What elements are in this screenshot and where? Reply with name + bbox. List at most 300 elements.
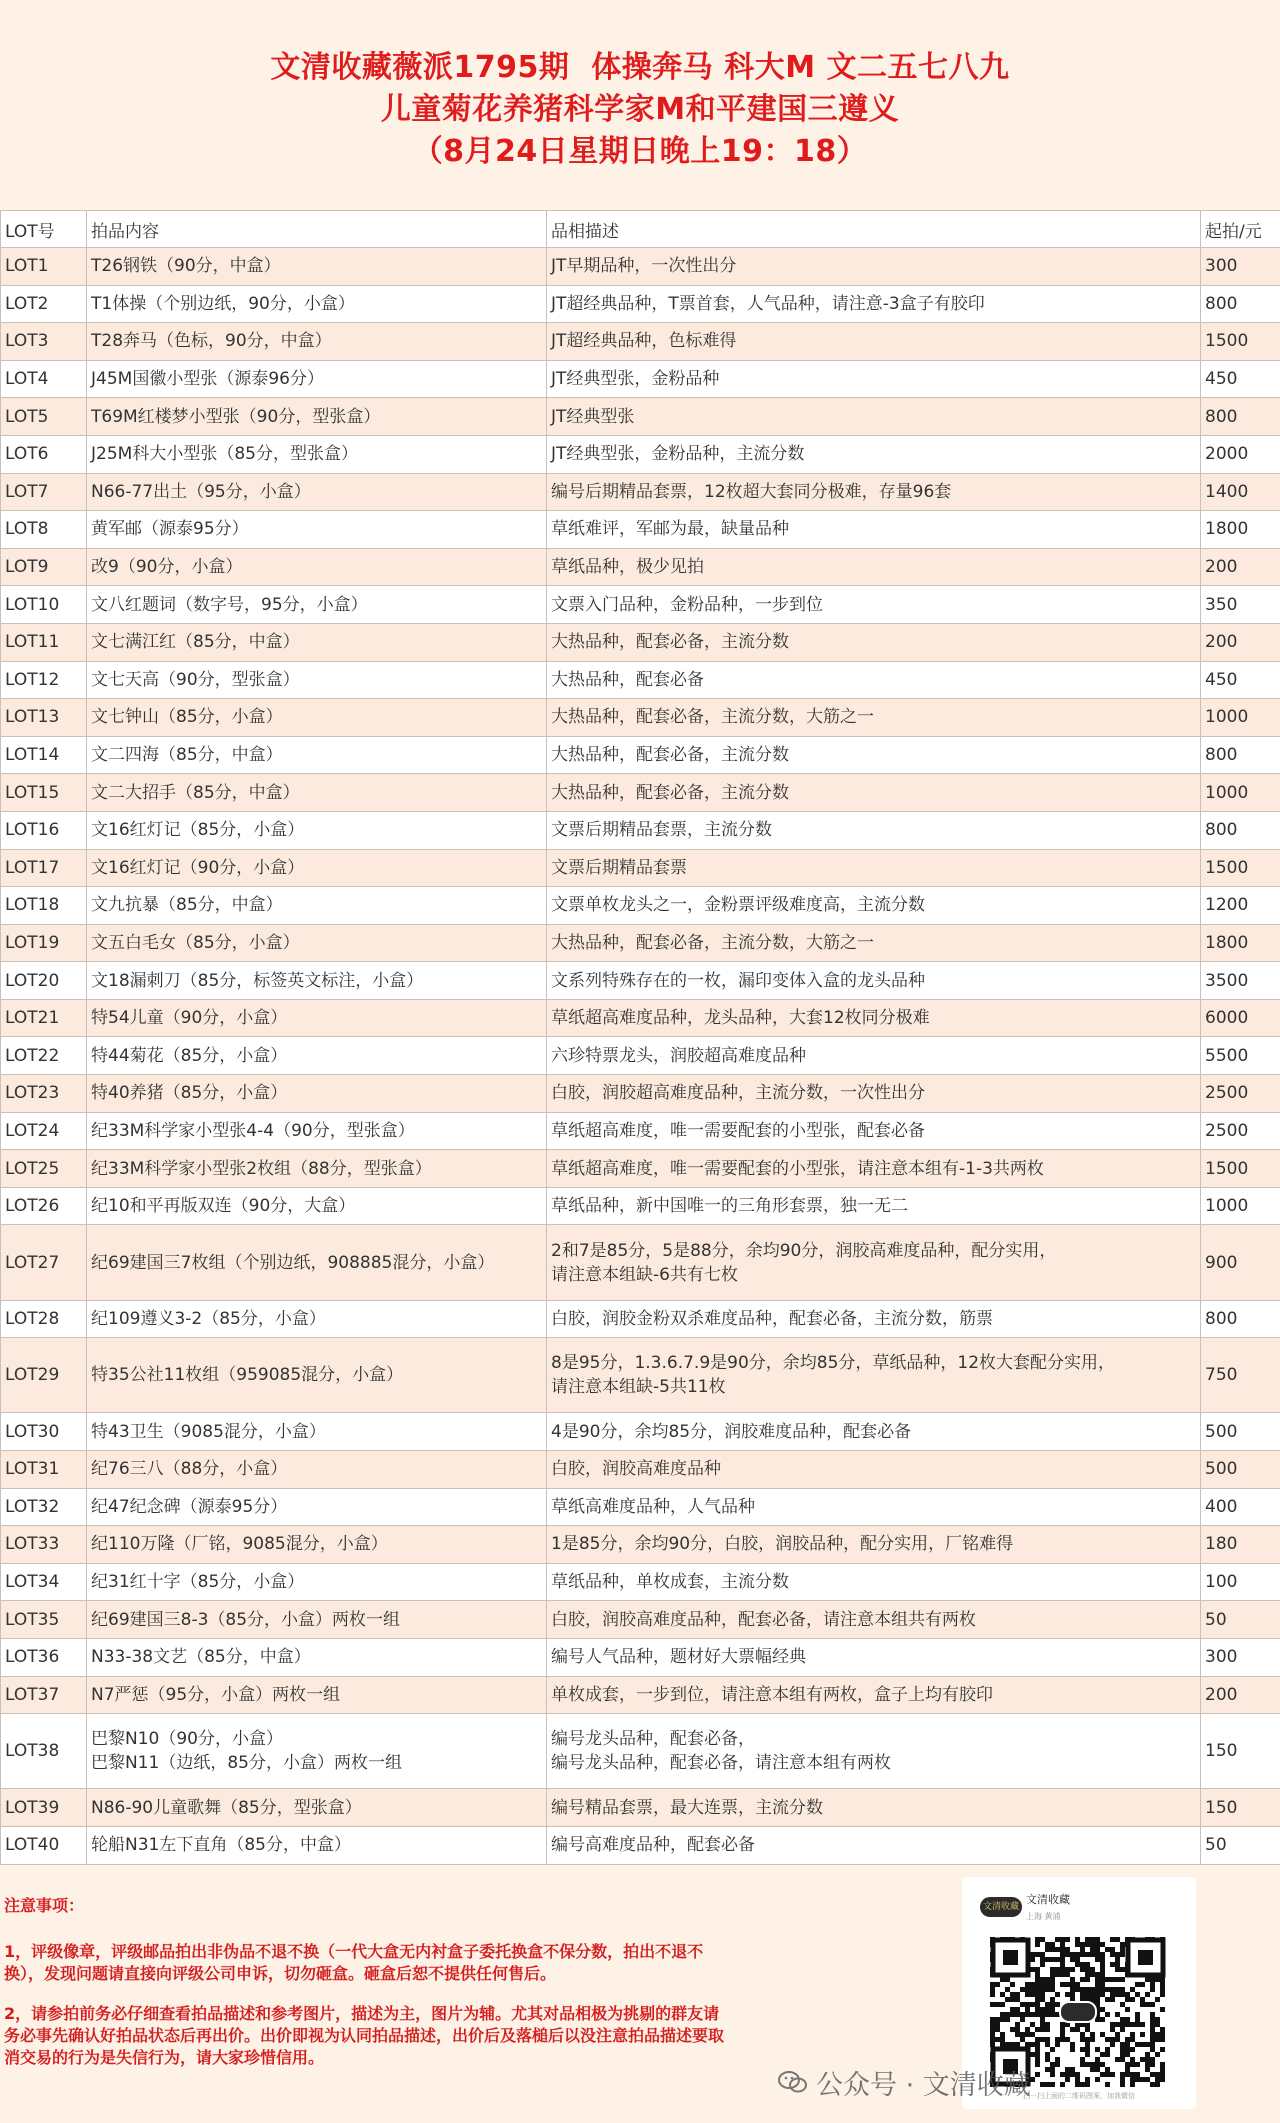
price-cell <box>1201 511 1280 549</box>
price-cell <box>1201 285 1280 323</box>
lot-number-cell <box>1 962 87 1000</box>
description-cell <box>547 1601 1201 1639</box>
item-cell-text: 纪69建国三7枚组（个别边纸，908885混分，小盒） <box>91 1253 494 1273</box>
table-row <box>1 1638 1280 1676</box>
description-cell <box>547 1676 1201 1714</box>
item-cell <box>87 473 547 511</box>
item-cell <box>87 398 547 436</box>
lot-number-cell-text: LOT36 <box>5 1647 59 1667</box>
price-cell <box>1201 1601 1280 1639</box>
table-row <box>1 999 1280 1037</box>
price-cell-text: 450 <box>1205 670 1237 690</box>
item-cell <box>87 1225 547 1300</box>
description-cell <box>547 1488 1201 1526</box>
description-cell-text: 大热品种，配套必备，主流分数，大筋之一 <box>551 933 874 953</box>
price-cell-text: 800 <box>1205 745 1237 765</box>
item-cell <box>87 699 547 737</box>
lot-number-cell-text: LOT40 <box>5 1835 59 1855</box>
lot-number-cell <box>1 1676 87 1714</box>
item-cell-text: 文18漏刺刀（85分，标签英文标注，小盒） <box>91 971 423 991</box>
price-cell <box>1201 1488 1280 1526</box>
description-cell-text: 2和7是85分，5是88分，余均90分，润胶高难度品种，配分实用， 请注意本组缺-6共有七枚 <box>551 1241 1056 1285</box>
title-line-2: 儿童菊花养猪科学家M和平建国三遵义 <box>381 89 899 131</box>
item-cell-text: 纪109遵义3-2（85分，小盒） <box>91 1309 326 1329</box>
lot-number-cell <box>1 1187 87 1225</box>
price-cell <box>1201 360 1280 398</box>
price-cell <box>1201 1300 1280 1338</box>
table-row <box>1 586 1280 624</box>
description-cell <box>547 811 1201 849</box>
item-cell <box>87 924 547 962</box>
lot-number-cell <box>1 999 87 1037</box>
table-row <box>1 435 1280 473</box>
item-cell <box>87 248 547 286</box>
lot-number-cell-text: LOT11 <box>5 632 59 652</box>
item-cell <box>87 1601 547 1639</box>
price-cell <box>1201 1789 1280 1827</box>
description-cell-text: JT经典型张，金粉品种，主流分数 <box>551 444 804 464</box>
item-cell-text: 纪76三八（88分，小盒） <box>91 1459 287 1479</box>
title-line-3: （8月24日星期日晚上19：18） <box>413 131 868 173</box>
price-cell-text: 500 <box>1205 1422 1237 1442</box>
table-row <box>1 1714 1280 1789</box>
description-cell-text: 草纸超高难度，唯一需要配套的小型张，请注意本组有-1-3共两枚 <box>551 1159 1044 1179</box>
price-cell <box>1201 736 1280 774</box>
description-cell <box>547 1112 1201 1150</box>
price-cell <box>1201 398 1280 436</box>
description-cell-text: JT早期品种，一次性出分 <box>551 256 736 276</box>
item-cell-text: 纪33M科学家小型张2枚组（88分，型张盒） <box>91 1159 432 1179</box>
lot-number-cell-text: LOT15 <box>5 783 59 803</box>
table-row <box>1 285 1280 323</box>
description-cell <box>547 849 1201 887</box>
lot-number-cell <box>1 1225 87 1300</box>
item-cell <box>87 1187 547 1225</box>
lot-number-cell-text: LOT8 <box>5 519 48 539</box>
lot-number-cell-text: LOT17 <box>5 858 59 878</box>
price-cell-text: 1200 <box>1205 895 1248 915</box>
lot-number-cell-text: LOT1 <box>5 256 48 276</box>
lot-number-cell <box>1 511 87 549</box>
item-cell-text: T69M红楼梦小型张（90分，型张盒） <box>91 407 380 427</box>
price-cell <box>1201 1150 1280 1188</box>
table-row <box>1 1112 1280 1150</box>
table-row <box>1 1451 1280 1489</box>
item-cell-text: N33-38文艺（85分，中盒） <box>91 1647 311 1667</box>
table-row <box>1 360 1280 398</box>
description-cell <box>547 1075 1201 1113</box>
item-cell-text: 改9（90分，小盒） <box>91 557 242 577</box>
lot-number-cell <box>1 661 87 699</box>
lot-number-cell-text: LOT39 <box>5 1798 59 1818</box>
price-cell <box>1201 1714 1280 1789</box>
price-cell-text: 2000 <box>1205 444 1248 464</box>
lot-number-cell-text: LOT32 <box>5 1497 59 1517</box>
table-row <box>1 473 1280 511</box>
price-cell <box>1201 1563 1280 1601</box>
lot-number-cell-text: LOT14 <box>5 745 59 765</box>
price-cell <box>1201 1826 1280 1864</box>
lot-number-cell-text: LOT28 <box>5 1309 59 1329</box>
price-cell <box>1201 924 1280 962</box>
description-cell <box>547 924 1201 962</box>
lot-number-cell-text: LOT25 <box>5 1159 59 1179</box>
lot-number-cell-text: LOT31 <box>5 1459 59 1479</box>
price-cell <box>1201 962 1280 1000</box>
description-cell-text: 编号龙头品种，配套必备， 编号龙头品种，配套必备，请注意本组有两枚 <box>551 1729 891 1773</box>
lot-number-cell-text: LOT37 <box>5 1685 59 1705</box>
price-cell-text: 1500 <box>1205 331 1248 351</box>
table-row <box>1 1187 1280 1225</box>
qr-center-logo <box>1060 2002 1096 2022</box>
wechat-icon <box>778 2070 808 2094</box>
item-cell-text: 纪47纪念碑（源泰95分） <box>91 1497 287 1517</box>
description-cell-text: 文票后期精品套票，主流分数 <box>551 820 772 840</box>
lot-number-cell <box>1 586 87 624</box>
lot-number-cell <box>1 435 87 473</box>
price-cell-text: 750 <box>1205 1365 1237 1385</box>
price-cell-text: 300 <box>1205 1647 1237 1667</box>
item-cell <box>87 1563 547 1601</box>
lot-number-cell <box>1 248 87 286</box>
title-line-1: 文清收藏薇派1795期 体操奔马 科大M 文二五七八九 <box>270 47 1009 89</box>
lot-number-cell <box>1 774 87 812</box>
item-cell-text: 纪110万隆（厂铭，9085混分，小盒） <box>91 1534 388 1554</box>
price-cell <box>1201 999 1280 1037</box>
item-cell-text: 文七天高（90分，型张盒） <box>91 670 300 690</box>
price-cell-text: 3500 <box>1205 971 1248 991</box>
description-cell-text: 六珍特票龙头，润胶超高难度品种 <box>551 1046 806 1066</box>
lot-number-cell <box>1 1638 87 1676</box>
item-cell-text: J25M科大小型张（85分，型张盒） <box>91 444 358 464</box>
lot-number-cell-text: LOT35 <box>5 1610 59 1630</box>
description-cell-text: 文票入门品种，金粉品种，一步到位 <box>551 595 823 615</box>
item-cell <box>87 586 547 624</box>
description-cell-text: 白胶，润胶高难度品种 <box>551 1459 721 1479</box>
description-cell <box>547 1789 1201 1827</box>
table-row <box>1 774 1280 812</box>
lot-number-cell-text: LOT6 <box>5 444 48 464</box>
description-cell <box>547 1413 1201 1451</box>
price-cell-text: 2500 <box>1205 1121 1248 1141</box>
description-cell <box>547 699 1201 737</box>
price-cell-text: 800 <box>1205 820 1237 840</box>
description-cell-text: 大热品种，配套必备，主流分数 <box>551 783 789 803</box>
price-cell-text: 400 <box>1205 1497 1237 1517</box>
description-cell-text: 白胶，润胶金粉双杀难度品种，配套必备，主流分数，筋票 <box>551 1309 993 1329</box>
lot-number-cell <box>1 1789 87 1827</box>
table-row <box>1 248 1280 286</box>
item-cell-text: N86-90儿童歌舞（85分，型张盒） <box>91 1798 362 1818</box>
description-cell <box>547 661 1201 699</box>
item-cell <box>87 962 547 1000</box>
price-cell-text: 6000 <box>1205 1008 1248 1028</box>
item-cell-text: 文二大招手（85分，中盒） <box>91 783 300 803</box>
description-cell-text: 单枚成套，一步到位，请注意本组有两枚，盒子上均有胶印 <box>551 1685 993 1705</box>
item-cell <box>87 1150 547 1188</box>
item-cell-text: 文二四海（85分，中盒） <box>91 745 283 765</box>
description-cell <box>547 473 1201 511</box>
notes-section <box>4 1895 724 2087</box>
watermark <box>778 2063 1031 2102</box>
item-cell <box>87 1676 547 1714</box>
qr-caption: 扫一扫上面的二维码图案，加我微信 <box>962 2091 1196 2101</box>
price-cell-text: 150 <box>1205 1741 1237 1761</box>
item-cell <box>87 999 547 1037</box>
price-cell-text: 1000 <box>1205 707 1248 727</box>
brand-logo: 文清收藏 <box>980 1897 1022 1917</box>
description-cell-text: JT超经典品种，T票首套，人气品种，请注意-3盒子有胶印 <box>551 294 985 314</box>
item-cell-text: 特40养猪（85分，小盒） <box>91 1083 287 1103</box>
item-cell <box>87 1112 547 1150</box>
item-cell-text: 特35公社11枚组（959085混分，小盒） <box>91 1365 403 1385</box>
description-cell <box>547 736 1201 774</box>
lot-number-cell <box>1 473 87 511</box>
table-row <box>1 887 1280 925</box>
price-cell-text: 1400 <box>1205 482 1248 502</box>
table-row <box>1 811 1280 849</box>
description-cell <box>547 774 1201 812</box>
price-cell <box>1201 435 1280 473</box>
item-cell <box>87 661 547 699</box>
description-cell-text: 编号后期精品套票，12枚超大套同分极难，存量96套 <box>551 482 951 502</box>
item-cell-text: 文七钟山（85分，小盒） <box>91 707 283 727</box>
lot-number-cell-text: LOT34 <box>5 1572 59 1592</box>
item-cell <box>87 548 547 586</box>
lot-number-cell-text: LOT12 <box>5 670 59 690</box>
notes-title: 注意事项： <box>4 1895 724 1917</box>
lot-number-cell-text: LOT3 <box>5 331 48 351</box>
price-cell-text: 900 <box>1205 1253 1237 1273</box>
item-cell-text: 巴黎N10（90分，小盒） 巴黎N11（边纸，85分，小盒）两枚一组 <box>91 1729 402 1773</box>
description-cell-text: 1是85分，余均90分，白胶，润胶品种，配分实用，厂铭难得 <box>551 1534 1013 1554</box>
table-row <box>1 1413 1280 1451</box>
description-cell <box>547 248 1201 286</box>
description-cell-text: 编号人气品种，题材好大票幅经典 <box>551 1647 806 1667</box>
price-cell <box>1201 1676 1280 1714</box>
lot-number-cell <box>1 736 87 774</box>
column-header-item: 拍品内容 <box>87 211 547 248</box>
price-cell-text: 1000 <box>1205 1196 1248 1216</box>
lot-number-cell <box>1 285 87 323</box>
price-cell-text: 50 <box>1205 1610 1227 1630</box>
item-cell-text: 特43卫生（9085混分，小盒） <box>91 1422 326 1442</box>
item-cell <box>87 623 547 661</box>
price-cell-text: 200 <box>1205 632 1237 652</box>
item-cell <box>87 360 547 398</box>
lot-number-cell-text: LOT24 <box>5 1121 59 1141</box>
table-row <box>1 1789 1280 1827</box>
lot-table-body <box>1 248 1280 1865</box>
table-row <box>1 924 1280 962</box>
item-cell <box>87 887 547 925</box>
price-cell-text: 800 <box>1205 294 1237 314</box>
table-row <box>1 1526 1280 1564</box>
description-cell-text: 文票后期精品套票 <box>551 858 687 878</box>
price-cell <box>1201 1225 1280 1300</box>
description-cell-text: 草纸品种，极少见拍 <box>551 557 704 577</box>
lot-number-cell <box>1 1338 87 1413</box>
price-cell <box>1201 1338 1280 1413</box>
item-cell-text: 文五白毛女（85分，小盒） <box>91 933 300 953</box>
lot-number-cell <box>1 1451 87 1489</box>
item-cell-text: 文16红灯记（90分，小盒） <box>91 858 304 878</box>
description-cell-text: 白胶，润胶超高难度品种，主流分数，一次性出分 <box>551 1083 925 1103</box>
price-cell <box>1201 774 1280 812</box>
description-cell-text: 文票单枚龙头之一，金粉票评级难度高，主流分数 <box>551 895 925 915</box>
price-cell-text: 350 <box>1205 595 1237 615</box>
item-cell <box>87 1526 547 1564</box>
price-cell-text: 500 <box>1205 1459 1237 1479</box>
description-cell <box>547 511 1201 549</box>
lot-number-cell <box>1 1413 87 1451</box>
item-cell-text: 纪10和平再版双连（90分，大盒） <box>91 1196 355 1216</box>
description-cell <box>547 586 1201 624</box>
lot-number-cell <box>1 849 87 887</box>
lot-number-cell-text: LOT29 <box>5 1365 59 1385</box>
column-header-price: 起拍/元 <box>1201 211 1280 248</box>
description-cell <box>547 285 1201 323</box>
description-cell-text: 草纸品种，单枚成套，主流分数 <box>551 1572 789 1592</box>
description-cell <box>547 1526 1201 1564</box>
price-cell-text: 800 <box>1205 407 1237 427</box>
item-cell-text: 文七满江红（85分，中盒） <box>91 632 300 652</box>
item-cell <box>87 1714 547 1789</box>
description-cell <box>547 435 1201 473</box>
price-cell-text: 450 <box>1205 369 1237 389</box>
table-row <box>1 1338 1280 1413</box>
price-cell-text: 50 <box>1205 1835 1227 1855</box>
price-cell-text: 1500 <box>1205 1159 1248 1179</box>
lot-number-cell-text: LOT27 <box>5 1253 59 1273</box>
description-cell-text: 大热品种，配套必备 <box>551 670 704 690</box>
item-cell-text: T26钢铁（90分，中盒） <box>91 256 281 276</box>
table-row <box>1 1075 1280 1113</box>
table-row <box>1 548 1280 586</box>
lot-number-cell-text: LOT18 <box>5 895 59 915</box>
lot-number-cell-text: LOT2 <box>5 294 48 314</box>
item-cell <box>87 1488 547 1526</box>
description-cell <box>547 887 1201 925</box>
price-cell <box>1201 1187 1280 1225</box>
table-row <box>1 1676 1280 1714</box>
item-cell-text: N66-77出土（95分，小盒） <box>91 482 311 502</box>
description-cell <box>547 1338 1201 1413</box>
lot-number-cell-text: LOT10 <box>5 595 59 615</box>
description-cell <box>547 1638 1201 1676</box>
lot-number-cell <box>1 924 87 962</box>
item-cell-text: T1体操（个别边纸，90分，小盒） <box>91 294 355 314</box>
item-cell <box>87 1037 547 1075</box>
price-cell <box>1201 1638 1280 1676</box>
item-cell-text: T28奔马（色标，90分，中盒） <box>91 331 332 351</box>
lot-number-cell <box>1 1526 87 1564</box>
price-cell-text: 180 <box>1205 1534 1237 1554</box>
description-cell <box>547 1037 1201 1075</box>
item-cell <box>87 511 547 549</box>
item-cell-text: 纪69建国三8-3（85分，小盒）两枚一组 <box>91 1610 400 1630</box>
item-cell <box>87 1451 547 1489</box>
footer <box>0 1865 1280 2123</box>
item-cell <box>87 811 547 849</box>
lot-number-cell <box>1 1112 87 1150</box>
lot-number-cell-text: LOT23 <box>5 1083 59 1103</box>
table-row <box>1 1601 1280 1639</box>
column-header-description: 品相描述 <box>547 211 1201 248</box>
lot-number-cell <box>1 1300 87 1338</box>
price-cell <box>1201 1075 1280 1113</box>
table-row <box>1 736 1280 774</box>
price-cell <box>1201 548 1280 586</box>
price-cell <box>1201 849 1280 887</box>
lot-number-cell <box>1 1150 87 1188</box>
description-cell <box>547 323 1201 361</box>
item-cell <box>87 1789 547 1827</box>
price-cell <box>1201 1112 1280 1150</box>
item-cell <box>87 736 547 774</box>
description-cell <box>547 398 1201 436</box>
item-cell <box>87 285 547 323</box>
lot-number-cell-text: LOT7 <box>5 482 48 502</box>
lot-number-cell-text: LOT4 <box>5 369 48 389</box>
description-cell-text: 草纸品种，新中国唯一的三角形套票，独一无二 <box>551 1196 908 1216</box>
table-row <box>1 623 1280 661</box>
lot-number-cell-text: LOT21 <box>5 1008 59 1028</box>
price-cell <box>1201 1037 1280 1075</box>
page-header <box>0 0 1280 210</box>
price-cell <box>1201 661 1280 699</box>
description-cell-text: 编号高难度品种，配套必备 <box>551 1835 755 1855</box>
description-cell <box>547 360 1201 398</box>
description-cell-text: 草纸高难度品种，人气品种 <box>551 1497 755 1517</box>
lot-number-cell-text: LOT19 <box>5 933 59 953</box>
contact-name: 文清收藏 <box>1026 1891 1070 1907</box>
lot-number-cell-text: LOT33 <box>5 1534 59 1554</box>
price-cell-text: 1000 <box>1205 783 1248 803</box>
item-cell-text: 文九抗暴（85分，中盒） <box>91 895 283 915</box>
description-cell-text: 文系列特殊存在的一枚，漏印变体入盒的龙头品种 <box>551 971 925 991</box>
price-cell <box>1201 586 1280 624</box>
item-cell <box>87 323 547 361</box>
table-row <box>1 511 1280 549</box>
description-cell-text: 4是90分，余均85分，润胶难度品种，配套必备 <box>551 1422 911 1442</box>
item-cell <box>87 1638 547 1676</box>
description-cell-text: 大热品种，配套必备，主流分数 <box>551 745 789 765</box>
price-cell-text: 300 <box>1205 256 1237 276</box>
table-row <box>1 661 1280 699</box>
item-cell-text: N7严惩（95分，小盒）两枚一组 <box>91 1685 340 1705</box>
description-cell-text: 大热品种，配套必备，主流分数，大筋之一 <box>551 707 874 727</box>
price-cell <box>1201 323 1280 361</box>
description-cell-text: 8是95分，1.3.6.7.9是90分，余均85分，草纸品种，12枚大套配分实用， 请注意本组缺-5共11枚 <box>551 1353 1115 1397</box>
watermark-text: 公众号 · 文清收藏 <box>816 2063 1031 2102</box>
lot-number-cell <box>1 398 87 436</box>
description-cell-text: 草纸难评，军邮为最，缺量品种 <box>551 519 789 539</box>
lot-number-cell-text: LOT9 <box>5 557 48 577</box>
price-cell <box>1201 887 1280 925</box>
lot-number-cell <box>1 1714 87 1789</box>
item-cell-text: 文八红题词（数字号，95分，小盒） <box>91 595 368 615</box>
item-cell <box>87 435 547 473</box>
description-cell-text: 草纸超高难度，唯一需要配套的小型张，配套必备 <box>551 1121 925 1141</box>
price-cell <box>1201 1451 1280 1489</box>
table-row <box>1 1488 1280 1526</box>
price-cell-text: 200 <box>1205 1685 1237 1705</box>
price-cell-text: 1500 <box>1205 858 1248 878</box>
description-cell <box>547 999 1201 1037</box>
lot-table <box>0 210 1280 1865</box>
lot-number-cell <box>1 1075 87 1113</box>
